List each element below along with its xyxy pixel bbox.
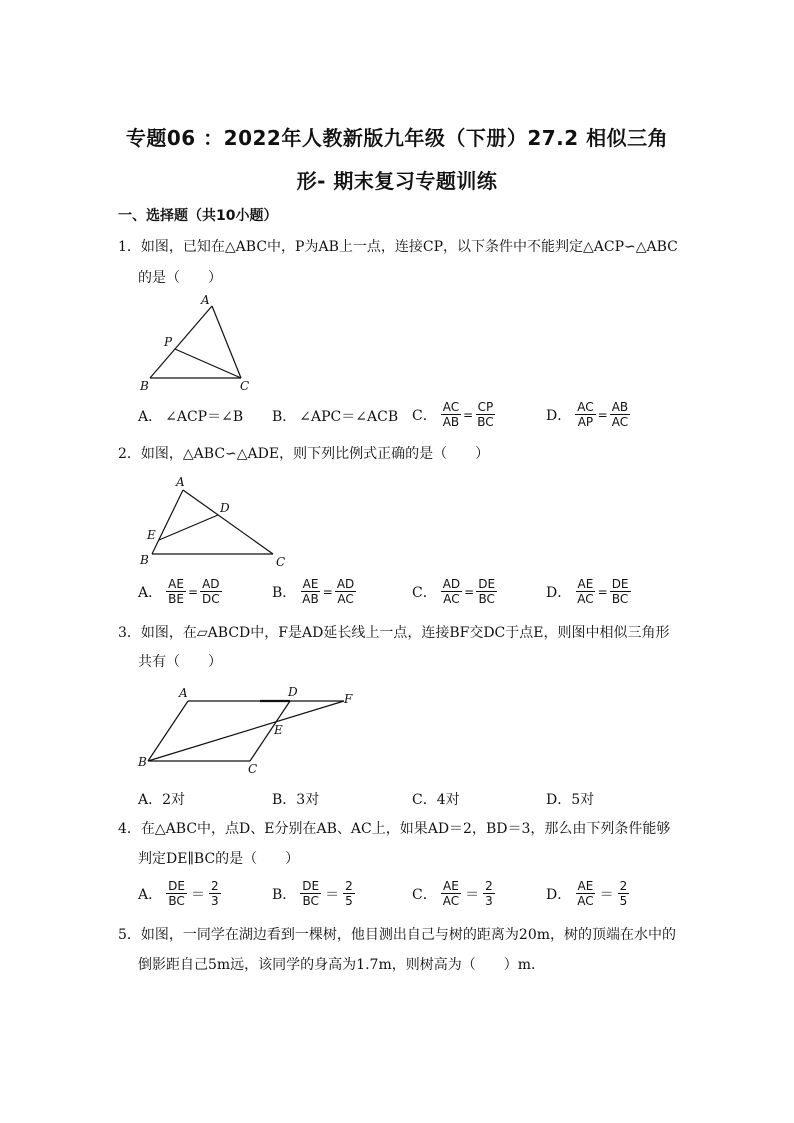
q2-label-a: A (176, 475, 185, 489)
q1-option-c[interactable] (412, 400, 497, 429)
q1-option-d-fraction-left: $\frac{AC}{AP}$ (577, 400, 594, 429)
q5-stem-line1: 5．如图，一同学在湖边看到一棵树，他目测出自己与树的距离为20m，树的顶端在水中的 (118, 927, 676, 943)
q2-option-d-equals: = (597, 584, 608, 599)
q1-option-d-equals: = (597, 407, 608, 422)
q4-option-a-fraction-right: $\frac{2}{3}$ (210, 879, 219, 908)
q4-option-c-equals: ＝ (465, 886, 480, 903)
q2-option-c-equals: = (464, 584, 475, 599)
q1-option-a-label: A． (138, 409, 163, 425)
q4-option-c[interactable] (412, 879, 496, 908)
q3-label-b: B (138, 755, 147, 769)
q1-stem-line1: 1．如图，已知在△ABC中，P为AB上一点，连接CP，以下条件中不能判定△ACP∽△ABC (118, 239, 678, 255)
q1-option-d-label: D． (546, 407, 572, 424)
q2-label-c: C (276, 555, 286, 569)
q4-option-d[interactable] (546, 879, 630, 908)
q2-side-ab (152, 490, 183, 554)
q1-option-b[interactable] (272, 406, 398, 426)
q2-triangle-figure (138, 472, 298, 572)
q1-option-d[interactable] (546, 400, 631, 429)
q1-option-d-fraction-right: $\frac{AB}{AC}$ (611, 400, 629, 429)
q4-option-d-fraction-right: $\frac{2}{5}$ (619, 879, 628, 908)
q1-option-a[interactable] (138, 406, 243, 426)
q1-label-a: A (201, 293, 210, 307)
q2-option-a-fraction-right: $\frac{AD}{DC}$ (202, 577, 220, 606)
q3-label-f: F (344, 692, 353, 706)
q4-option-a-label: A． (138, 886, 163, 903)
q1-option-c-label: C． (412, 407, 437, 424)
q2-segment-ed (159, 515, 218, 540)
q1-option-c-fraction-right: $\frac{CP}{BC}$ (477, 400, 494, 429)
q1-stem-line2: 的是（ ） (138, 270, 222, 286)
q3-option-a[interactable]: A．2对 (138, 792, 186, 808)
page-title-line1: 专题06 ：2022年人教新版九年级（下册）27.2 相似三角 (125, 126, 669, 150)
q1-option-b-text: ∠APC＝∠ACB (299, 409, 399, 425)
q2-option-c-fraction-right: $\frac{DE}{BC}$ (478, 577, 496, 606)
q2-option-a-label: A． (138, 584, 163, 601)
q2-option-b-equals: = (322, 584, 333, 599)
q1-side-ab (150, 306, 212, 378)
q2-stem-line1: 2．如图，△ABC∽△ADE，则下列比例式正确的是（ ） (118, 446, 490, 462)
q1-triangle-figure (138, 292, 258, 394)
q1-label-c: C (240, 379, 250, 393)
q2-label-e: E (147, 528, 156, 542)
q1-label-b: B (140, 379, 149, 393)
q2-option-b-fraction-right: $\frac{AD}{AC}$ (336, 577, 355, 606)
q3-segment-bf (148, 701, 344, 761)
q3-side-ab (148, 701, 188, 761)
q4-option-d-equals: ＝ (599, 886, 614, 903)
q4-stem-line2: 判定DE∥BC的是（ ） (138, 851, 300, 867)
q3-option-d[interactable]: D．5对 (546, 792, 595, 808)
q2-label-d: D (220, 501, 230, 515)
page-title-line2: 形- 期末复习专题训练 (296, 169, 498, 193)
q2-option-d[interactable] (546, 577, 632, 606)
q2-option-a-equals: = (187, 584, 199, 599)
q4-option-d-fraction-left: $\frac{AE}{AC}$ (577, 879, 594, 908)
q5-stem-line2: 倒影距自己5m远，该同学的身高为1.7m，则树高为（ ）m． (138, 957, 545, 973)
q2-option-b[interactable] (272, 577, 357, 606)
q3-option-b[interactable]: B．3对 (272, 792, 320, 808)
q2-side-ac (183, 490, 273, 554)
q2-label-b: B (140, 553, 149, 567)
q4-option-a-fraction-left: $\frac{DE}{BC}$ (168, 879, 185, 908)
q3-side-dc (250, 701, 290, 761)
q2-option-d-label: D． (546, 584, 572, 601)
q3-option-c[interactable]: C．4对 (412, 792, 460, 808)
q3-stem-line2: 共有（ ） (138, 654, 222, 670)
q1-option-c-equals: = (463, 407, 474, 422)
q2-option-c-fraction-left: $\frac{AD}{AC}$ (442, 577, 461, 606)
q4-option-c-label: C． (412, 886, 437, 903)
q4-option-c-fraction-right: $\frac{2}{3}$ (485, 879, 493, 908)
q4-option-a-equals: ＝ (190, 886, 205, 903)
q4-option-b[interactable] (272, 879, 356, 908)
q2-option-b-label: B． (272, 584, 297, 601)
q1-option-c-fraction-left: $\frac{AC}{AB}$ (442, 400, 460, 429)
q2-option-c-label: C． (412, 584, 437, 601)
q2-option-a[interactable] (138, 577, 223, 606)
q3-label-a: A (179, 686, 188, 700)
q4-option-b-fraction-left: $\frac{DE}{BC}$ (302, 879, 320, 908)
q4-option-b-equals: ＝ (325, 886, 340, 903)
section-heading: 一、选择题（共10小题） (118, 208, 278, 224)
q4-option-b-fraction-right: $\frac{2}{5}$ (345, 879, 353, 908)
q2-option-d-fraction-left: $\frac{AE}{AC}$ (577, 577, 594, 606)
q4-option-c-fraction-left: $\frac{AE}{AC}$ (442, 879, 460, 908)
q4-stem-line1: 4．在△ABC中，点D、E分别在AB、AC上，如果AD＝2，BD＝3，那么由下列条件能够 (118, 821, 671, 837)
q3-label-d: D (288, 685, 298, 699)
q1-option-a-text: ∠ACP＝∠B (165, 409, 244, 425)
q3-label-c: C (248, 762, 258, 776)
q4-option-b-label: B． (272, 886, 297, 903)
q2-option-a-fraction-left: $\frac{AE}{BE}$ (168, 577, 184, 606)
q2-option-c[interactable] (412, 577, 498, 606)
q1-label-p: P (164, 335, 173, 349)
q3-parallelogram-figure (136, 684, 366, 780)
q4-option-a[interactable] (138, 879, 222, 908)
q2-option-b-fraction-left: $\frac{AE}{AB}$ (302, 577, 319, 606)
q3-stem-line1: 3．如图，在▱ABCD中，F是AD延长线上一点，连接BF交DC于点E，则图中相似三角形 (118, 625, 670, 641)
q3-label-e: E (274, 723, 283, 737)
q4-option-d-label: D． (546, 886, 572, 903)
q2-option-d-fraction-right: $\frac{DE}{BC}$ (611, 577, 629, 606)
q1-option-b-label: B． (272, 409, 297, 425)
